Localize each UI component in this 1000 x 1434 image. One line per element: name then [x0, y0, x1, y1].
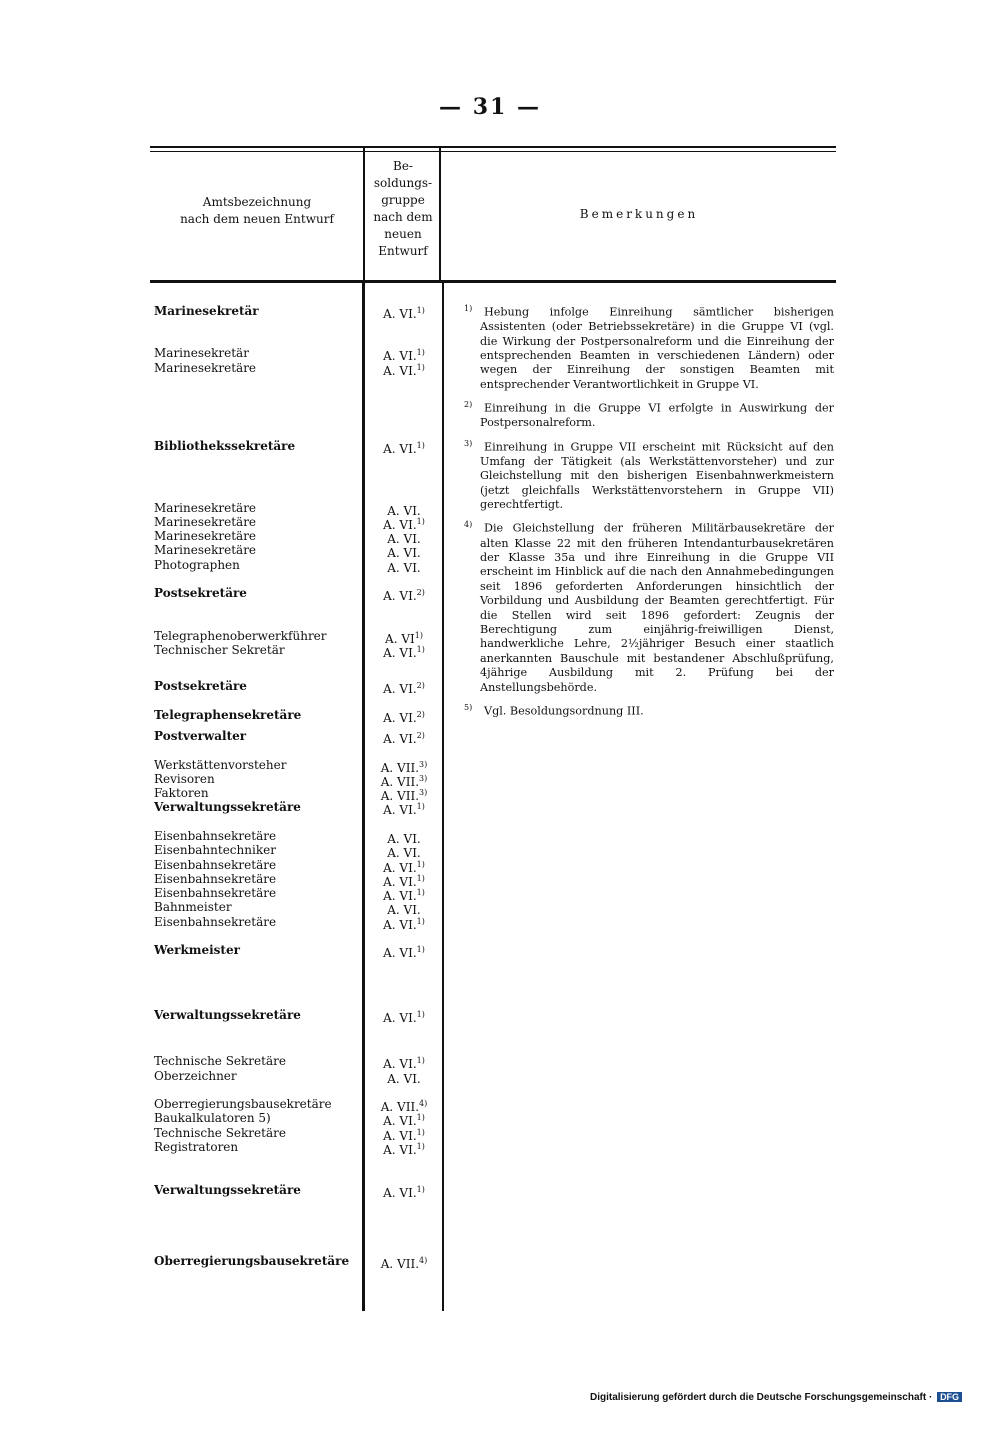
row-pay-group — [364, 1008, 444, 1025]
row-official-title: Photographen — [154, 558, 240, 572]
pay-group-footnote-ref: 1) — [416, 517, 425, 526]
top-double-rule-2 — [150, 151, 836, 152]
pay-group-value: A. VII. — [380, 1257, 420, 1271]
row-pay-group — [364, 1183, 444, 1200]
row-official-title: Marinesekretäre — [154, 361, 257, 375]
pay-group-value: A. VI. — [387, 532, 421, 546]
row-pay-group — [364, 800, 444, 817]
pay-group-footnote-ref: 1) — [414, 631, 423, 640]
credit-text: Digitalisierung gefördert durch die Deutsche Forschungsgemeinschaft · — [590, 1392, 933, 1403]
row-official-title: Oberregierungsbausekretäre — [154, 1097, 332, 1111]
pay-group-value: A. VI. — [383, 861, 417, 875]
row-official-title: Oberzeichner — [154, 1069, 237, 1083]
pay-group-footnote-ref: 1) — [416, 888, 425, 897]
pay-group-value: A. VII. — [380, 1100, 420, 1114]
row-official-title: Verwaltungssekretäre — [154, 1183, 301, 1197]
pay-group-value: A. VI. — [387, 561, 421, 575]
footnote-mark: 3) — [464, 438, 473, 448]
pay-group-footnote-ref: 1) — [416, 363, 425, 372]
footnote — [460, 518, 834, 695]
row-official-title: Postverwalter — [154, 729, 247, 743]
pay-group-footnote-ref: 1) — [416, 802, 425, 811]
header-col2-line: nach dem — [373, 210, 433, 224]
row-pay-group — [364, 304, 444, 321]
pay-group-value: A. VI. — [383, 946, 417, 960]
header-official-title — [150, 194, 364, 228]
pay-group-footnote-ref: 1) — [416, 348, 425, 357]
header-col2-line: Be- — [393, 159, 413, 173]
header-pay-group — [366, 158, 440, 260]
row-pay-group — [364, 1254, 444, 1271]
digitization-credit — [590, 1392, 992, 1403]
remarks-column — [460, 302, 834, 725]
row-official-title: Marinesekretäre — [154, 543, 257, 557]
pay-group-value: A. VI. — [387, 546, 421, 560]
footnote — [460, 302, 834, 392]
header-bottom-rule — [150, 280, 836, 283]
page-number: — 31 — — [439, 94, 541, 120]
footnote-mark: 4) — [464, 520, 473, 530]
pay-group-footnote-ref: 2) — [416, 681, 425, 690]
pay-group-value: A. VI. — [383, 803, 417, 817]
row-official-title: Telegraphenoberwerkführer — [154, 629, 327, 643]
footnote-text: Hebung infolge Einreihung sämtlicher bisherigen Assistenten (oder Betriebssekretäre) in die Gruppe VI (vgl. die Wirkung der Postpersonalreform und die Einreihung der entsprechenden Beamten in verschiedenen Ländern) oder wegen der Einreihung der sonstigen Beamten mit entsprechender Verantwortlichkeit in Gruppe VI. — [480, 305, 834, 391]
pay-group-value: A. VI. — [383, 1186, 417, 1200]
row-official-title: Faktoren — [154, 786, 209, 800]
pay-group-value: A. VI. — [383, 364, 417, 378]
row-pay-group — [364, 439, 444, 456]
pay-group-value: A. VI. — [383, 307, 417, 321]
pay-group-footnote-ref: 1) — [416, 1056, 425, 1065]
pay-group-value: A. VI. — [383, 889, 417, 903]
row-pay-group — [364, 1069, 444, 1086]
row-official-title: Werkstättenvorsteher — [154, 758, 287, 772]
row-pay-group — [364, 586, 444, 603]
header-col2-line: soldungs- — [373, 176, 433, 190]
top-double-rule-1 — [150, 146, 836, 148]
pay-group-footnote-ref: 2) — [416, 731, 425, 740]
pay-group-value: A. VI. — [383, 682, 417, 696]
footnote-mark: 5) — [464, 703, 473, 713]
row-official-title: Revisoren — [154, 772, 215, 786]
pay-group-footnote-ref: 4) — [419, 1256, 428, 1265]
pay-group-value: A. VI — [385, 632, 415, 646]
row-official-title: Postsekretäre — [154, 679, 247, 693]
pay-group-footnote-ref: 4) — [419, 1099, 428, 1108]
row-official-title: Werkmeister — [154, 943, 240, 957]
row-official-title: Technische Sekretäre — [154, 1054, 286, 1068]
pay-group-value: A. VI. — [383, 875, 417, 889]
row-official-title: Baukalkulatoren 5) — [154, 1111, 271, 1125]
row-pay-group — [364, 729, 444, 746]
row-official-title: Eisenbahnsekretäre — [154, 886, 277, 900]
pay-group-footnote-ref: 1) — [416, 1113, 425, 1122]
footnote-text: Die Gleichstellung der früheren Militärbausekretäre der alten Klasse 22 mit den früheren Intendanturbausekretären der Klasse 35a und ihre Einreihung in die Gruppe VII erscheint im Hinblick auf die nach den Annahmebedingungen seit 1896 geforderten Anforderungen hinsichtlich der Vorbildung und Ausbildung der Beamten gerechtfertigt. Für die Stellen wird seit 1896 gefordert: Zeugnis der Berechtigung zum einjährig-freiwilligen Dienst, handwerkliche Lehre, 2½jähriger Besuch einer staatlich anerkannten Bauschule mit bestandener Abschlußprüfung, 4jährige Ausbildung mit 2. Prüfung bei der Anstellungsbehörde. — [480, 522, 834, 694]
pay-group-footnote-ref: 3) — [419, 788, 428, 797]
pay-group-value: A. VI. — [387, 846, 421, 860]
pay-group-value: A. VII. — [380, 775, 420, 789]
row-official-title: Verwaltungssekretäre — [154, 1008, 301, 1022]
pay-group-footnote-ref: 1) — [416, 874, 425, 883]
pay-group-value: A. VI. — [383, 518, 417, 532]
pay-group-value: A. VI. — [383, 732, 417, 746]
pay-group-footnote-ref: 1) — [416, 1142, 425, 1151]
pay-group-footnote-ref: 2) — [416, 588, 425, 597]
pay-group-value: A. VI. — [383, 1011, 417, 1025]
pay-group-value: A. VI. — [383, 711, 417, 725]
footnote-text: Einreihung in Gruppe VII erscheint mit Rücksicht auf den Umfang der Tätigkeit (als Werkstättenvorsteher) und zur Gleichstellung mit den bisherigen Eisenbahnwerkmeistern (jetzt gleichfalls Werkstättenvorstehern in Gruppe VII) gerechtfertigt. — [480, 440, 834, 512]
pay-group-value: A. VI. — [387, 903, 421, 917]
row-official-title: Marinesekretär — [154, 346, 249, 360]
pay-group-footnote-ref: 3) — [419, 760, 428, 769]
row-official-title: Eisenbahnsekretäre — [154, 858, 277, 872]
pay-group-value: A. VI. — [383, 1057, 417, 1071]
pay-group-value: A. VI. — [383, 589, 417, 603]
row-official-title: Eisenbahnsekretäre — [154, 829, 277, 843]
row-official-title: Marinesekretäre — [154, 529, 257, 543]
pay-group-value: A. VII. — [380, 761, 420, 775]
pay-group-value: A. VI. — [383, 442, 417, 456]
header-col1-line2: nach dem neuen Entwurf — [180, 212, 334, 226]
footnote — [460, 437, 834, 513]
row-pay-group — [364, 708, 444, 725]
pay-group-value: A. VI. — [383, 349, 417, 363]
row-pay-group — [364, 1140, 444, 1157]
pay-group-value: A. VI. — [383, 918, 417, 932]
row-pay-group — [364, 679, 444, 696]
row-official-title: Eisenbahnsekretäre — [154, 872, 277, 886]
pay-group-value: A. VI. — [387, 1072, 421, 1086]
pay-group-value: A. VI. — [383, 1143, 417, 1157]
pay-group-footnote-ref: 1) — [416, 306, 425, 315]
row-official-title: Oberregierungsbausekretäre — [154, 1254, 350, 1268]
pay-group-footnote-ref: 1) — [416, 645, 425, 654]
pay-group-value: A. VI. — [383, 646, 417, 660]
row-official-title: Bahnmeister — [154, 900, 232, 914]
pay-group-footnote-ref: 1) — [416, 1128, 425, 1137]
row-official-title: Technische Sekretäre — [154, 1126, 286, 1140]
row-pay-group — [364, 643, 444, 660]
pay-group-footnote-ref: 1) — [416, 917, 425, 926]
header-col2-line: gruppe — [381, 193, 425, 207]
row-official-title: Postsekretäre — [154, 586, 247, 600]
header-col2-line: Entwurf — [378, 244, 428, 258]
pay-group-footnote-ref: 1) — [416, 441, 425, 450]
row-pay-group — [364, 943, 444, 960]
pay-group-value: A. VI. — [387, 832, 421, 846]
footnote-text: Einreihung in die Gruppe VI erfolgte in Auswirkung der Postpersonalreform. — [480, 401, 834, 430]
row-pay-group — [364, 915, 444, 932]
pay-group-footnote-ref: 1) — [416, 860, 425, 869]
row-official-title: Telegraphensekretäre — [154, 708, 302, 722]
row-official-title: Eisenbahntechniker — [154, 843, 276, 857]
footnote — [460, 701, 834, 719]
row-official-title: Technischer Sekretär — [154, 643, 285, 657]
header-col1-line1: Amtsbezeichnung — [202, 195, 312, 209]
row-pay-group — [364, 558, 444, 575]
footnote-mark: 2) — [464, 400, 473, 410]
header-col2-line: neuen — [384, 227, 422, 241]
pay-group-footnote-ref: 3) — [419, 774, 428, 783]
row-official-title: Marinesekretäre — [154, 501, 257, 515]
pay-group-footnote-ref: 2) — [416, 710, 425, 719]
row-pay-group — [364, 361, 444, 378]
pay-group-value: A. VI. — [383, 1114, 417, 1128]
footnote — [460, 398, 834, 431]
footnote-text: Vgl. Besoldungsordnung III. — [484, 704, 644, 718]
row-official-title: Bibliothekssekretäre — [154, 439, 296, 453]
row-official-title: Registratoren — [154, 1140, 239, 1154]
pay-group-footnote-ref: 1) — [416, 945, 425, 954]
row-official-title: Marinesekretär — [154, 304, 259, 318]
pay-group-footnote-ref: 1) — [416, 1185, 425, 1194]
pay-group-value: A. VI. — [383, 1129, 417, 1143]
pay-group-footnote-ref: 1) — [416, 1010, 425, 1019]
pay-group-value: A. VI. — [387, 504, 421, 518]
pay-group-value: A. VII. — [380, 789, 420, 803]
header-remarks: Bemerkungen — [579, 207, 699, 221]
row-official-title: Marinesekretäre — [154, 515, 257, 529]
row-official-title: Eisenbahnsekretäre — [154, 915, 277, 929]
dfg-logo: DFG — [937, 1392, 962, 1402]
row-official-title: Verwaltungssekretäre — [154, 800, 301, 814]
footnote-mark: 1) — [464, 304, 473, 313]
